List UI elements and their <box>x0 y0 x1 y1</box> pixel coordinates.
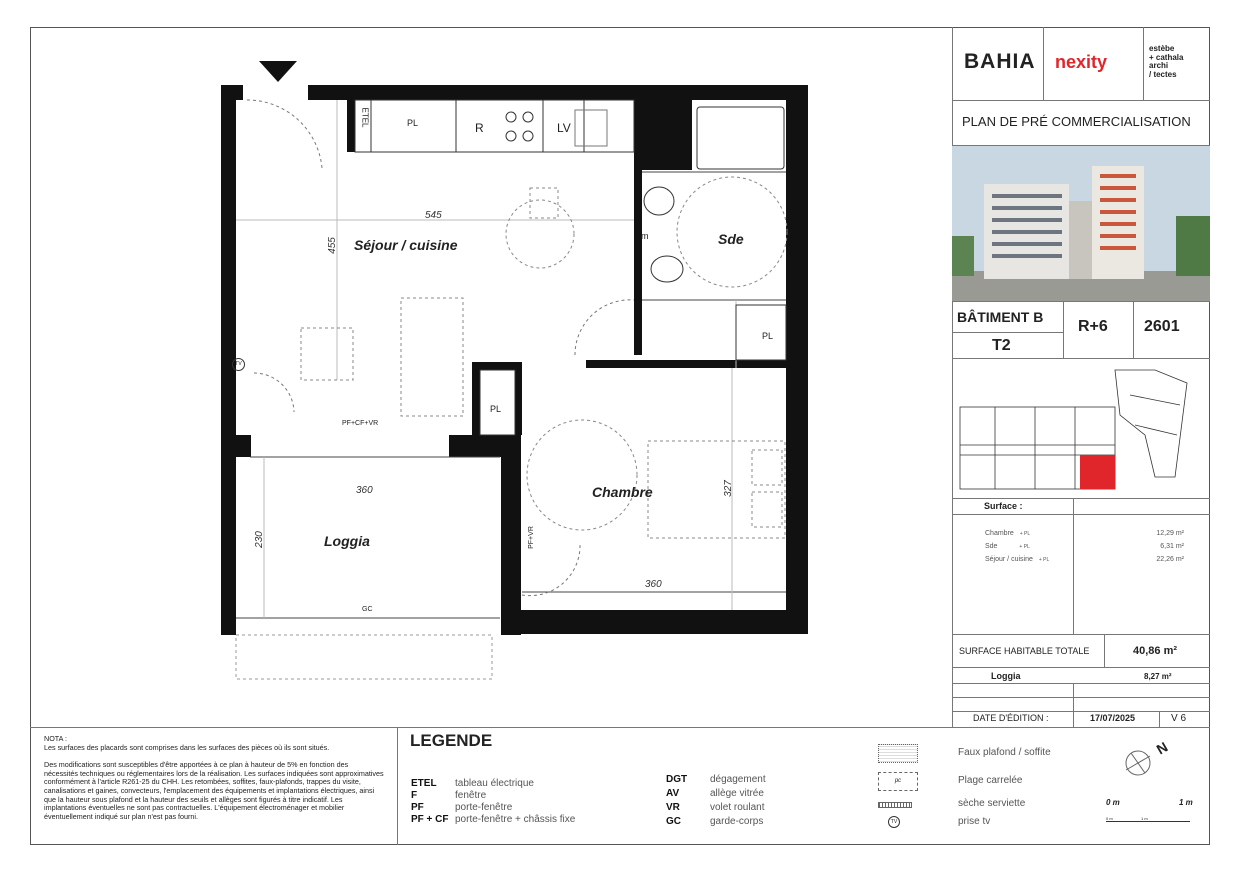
date-label: DATE D'ÉDITION : <box>973 713 1049 723</box>
building-label: BÂTIMENT B <box>957 309 1044 325</box>
tv-socket-icon: TV <box>232 358 245 371</box>
closet-pl-sde <box>736 305 786 360</box>
plan-type: PLAN DE PRÉ COMMERCIALISATION <box>962 114 1191 129</box>
tv-icon: TV <box>888 816 900 828</box>
room-chambre: Chambre <box>592 484 653 500</box>
total-surface-value: 40,86 m² <box>1133 645 1178 657</box>
turning-circles <box>506 177 787 530</box>
plage-carrelee-icon: pc <box>878 772 918 791</box>
floor-label: R+6 <box>1078 318 1108 335</box>
dim-sejour-width: 545 <box>425 210 442 221</box>
bed <box>648 441 785 538</box>
legend-prise-tv: prise tv <box>958 816 991 827</box>
label-m: m <box>641 231 649 241</box>
closet-pl <box>480 370 515 435</box>
label-pl-sde: PL <box>762 331 774 341</box>
label-gc: GC <box>362 606 373 613</box>
loggia-extension <box>236 635 492 679</box>
key-plan <box>955 365 1205 495</box>
label-etel: ETEL <box>360 107 370 128</box>
legend-seche-serviette: sèche serviette <box>958 798 1026 809</box>
nota-block: NOTA : Les surfaces des placards sont comprises dans les surfaces des pièces où ils sont situés. Des modifications sont susceptibles d'être apportées à ce plan à hauteur de 5% en fonction des nécessités techniques ou réglementaires lors de la réalisation. Les surfaces indiquées sont approximatives conformément à l'article R261-25 du CHH. Les retombées, soffites, faux-plafonds, trappes du visite, canalisations et gaines, convecteurs, l'emplacement des équipements et implantations électriques, ainsi que la hauteur sous plafond et la hauteur des seuils et allèges sont figurés à titre indicatif. Les implantations éventuelles ne sont pas contractuelles. L'équipement électroménager et mobilier éventuellement indiqué sur plan n'est pas fourni. <box>44 734 384 821</box>
architect-logo: estèbe + cathala archi / tectes <box>1149 44 1184 79</box>
dim-loggia-height: 230 <box>253 531 265 548</box>
unit-number: 2601 <box>1144 318 1180 335</box>
legend-col1: ETEL tableau électrique F fenêtre PF porte-fenêtre PF + CF porte-fenêtre + châssis fixe <box>411 778 576 825</box>
nexity-logo: nexity <box>1055 52 1108 72</box>
surface-row-chambre: Chambre + PL <box>985 530 1031 537</box>
scale-bar <box>1106 821 1190 824</box>
legend-col2: DGT dégagement AV allège vitrée VR volet roulant GC garde-corps <box>666 774 766 827</box>
total-surface-label: SURFACE HABITABLE TOTALE <box>959 646 1090 656</box>
loggia-value: 8,27 m² <box>1144 672 1172 681</box>
legend-title: LEGENDE <box>410 731 493 750</box>
version: V 6 <box>1171 713 1187 724</box>
kitchen-counter <box>355 100 634 152</box>
faux-plafond-icon <box>878 744 918 763</box>
dim-chambre-height: 327 <box>722 480 734 497</box>
room-loggia: Loggia <box>324 533 370 549</box>
surface-row-sde: Sde + PL <box>985 543 1030 550</box>
wc <box>651 256 683 282</box>
room-sde: Sde <box>718 231 744 247</box>
label-r: R <box>475 121 484 135</box>
label-pl-chambre: PL <box>490 404 502 414</box>
unit-type: T2 <box>992 337 1011 354</box>
project-name: BAHIA <box>964 50 1036 73</box>
entrance-arrow-icon <box>259 61 297 82</box>
label-lv: LV <box>557 121 571 135</box>
surface-row-sejour: Séjour / cuisine + PL <box>985 556 1050 563</box>
surface-title: Surface : <box>984 501 1023 511</box>
date-value: 17/07/2025 <box>1090 713 1136 723</box>
sink <box>644 187 674 215</box>
scale-right: 1 m <box>1179 798 1193 807</box>
door-swings <box>247 100 634 596</box>
dim-chambre-width: 360 <box>645 579 662 590</box>
label-pl-kitchen: PL <box>407 118 419 128</box>
label-pfcfvr: PF+CF+VR <box>342 420 379 427</box>
dim-loggia-width: 360 <box>356 485 373 496</box>
label-pfvr: PF+VR <box>527 526 535 549</box>
room-sejour: Séjour / cuisine <box>354 237 458 253</box>
walls <box>221 85 808 635</box>
dim-sejour-height: 455 <box>326 237 338 254</box>
loggia-label: Loggia <box>991 671 1021 681</box>
legend-plage-carrelee: Plage carrelée <box>958 775 1023 786</box>
legend-faux-plafond: Faux plafond / soffite <box>958 747 1051 758</box>
building-render <box>952 146 1210 301</box>
scale-left: 0 m <box>1106 798 1120 807</box>
north-label: N <box>1153 738 1171 758</box>
shower-tray <box>697 107 784 169</box>
seche-serviette-icon <box>878 802 912 808</box>
panel-divider <box>952 27 953 727</box>
